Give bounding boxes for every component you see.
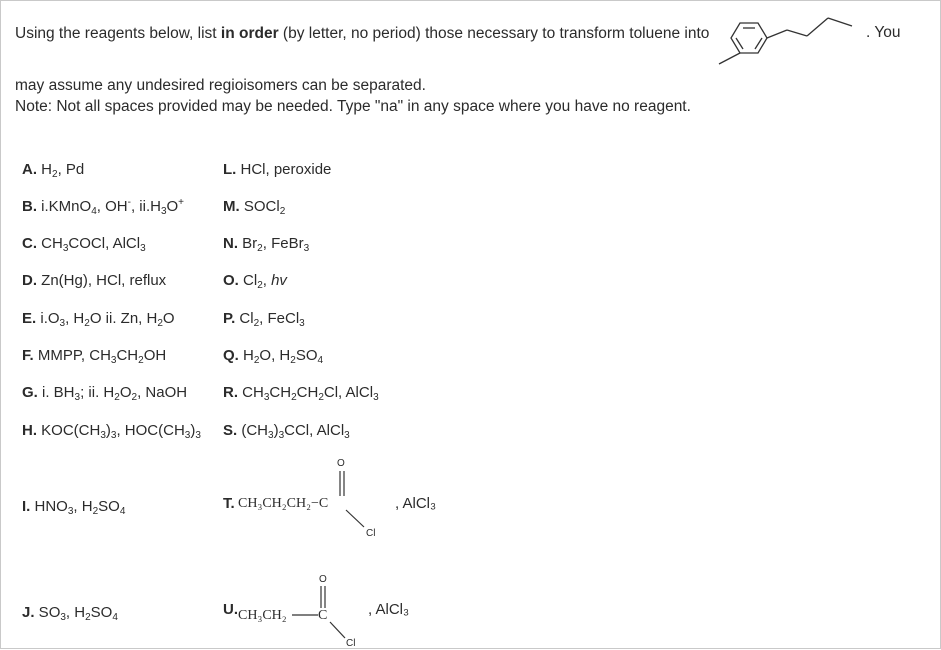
reagent-U-chain: CH₃CH₂: [238, 608, 287, 623]
reagent-letter: G.: [22, 384, 38, 401]
right-reagent-r: [223, 383, 379, 403]
reagent-formula: $CH_3COCl$, AlCl$_3$: [37, 235, 146, 254]
reagent-letter: A.: [22, 161, 37, 178]
reagent-letter: E.: [22, 310, 37, 327]
reagent-letter: Q.: [223, 347, 239, 364]
left-reagent-f: [22, 346, 166, 366]
reagent-formula: $H_2$, Pd: [37, 161, 85, 180]
reagent-letter: J.: [22, 604, 35, 621]
right-reagent-p: [223, 309, 305, 329]
question-line-1: [15, 24, 709, 44]
question-text-end: (by letter, no period) those necessary to transform toluene into: [278, 25, 710, 42]
reagent-U-letter: U.: [223, 601, 238, 618]
question-line-2: may assume any undesired regioisomers can be separated.: [15, 77, 426, 94]
right-reagent-m: [223, 197, 285, 217]
right-reagent-n: [223, 234, 309, 254]
reagent-T-chlorine: Cl: [366, 528, 376, 539]
question-text-start: Using the reagents below, list: [15, 25, 221, 42]
reagent-formula: $Cl_2$, FeCl$_3$: [235, 310, 305, 329]
right-reagent-l: [223, 160, 331, 180]
reagent-U-oxygen: O: [319, 574, 327, 585]
left-reagent-j: [22, 603, 118, 623]
reagent-formula: SOCl$_2$: [239, 198, 286, 217]
right-reagent-q: [223, 346, 323, 366]
reagent-formula: $(CH_3)_3CCl$, AlCl$_3$: [237, 422, 350, 441]
reagent-letter: O.: [223, 272, 239, 289]
reagent-T-chain: CH₃CH₂CH₂−C: [238, 496, 329, 511]
reagent-letter: F.: [22, 347, 34, 364]
left-reagent-b: [22, 197, 184, 217]
reagent-formula: $SO_3$, $H_2SO_4$: [34, 604, 118, 623]
reagent-formula: $Cl_2$, hv: [238, 272, 287, 291]
reagent-letter: M.: [223, 198, 240, 215]
left-reagent-i: [22, 497, 125, 517]
reagent-T-oxygen: O: [337, 458, 345, 469]
reagent-formula: $H_2O$, $H_2SO_4$: [238, 347, 324, 366]
reagent-formula: Zn(Hg), HCl, reflux: [37, 272, 167, 289]
left-reagent-a: [22, 160, 84, 180]
reagent-T-catalyst: , AlCl₃: [395, 495, 437, 512]
left-reagent-c: [22, 234, 146, 254]
reagent-U-chlorine: Cl: [346, 638, 356, 649]
reagent-letter: C.: [22, 235, 37, 252]
reagent-letter: H.: [22, 422, 37, 439]
reagent-letter: B.: [22, 198, 37, 215]
reagent-U-carbon: C: [318, 608, 328, 623]
reagent-formula: $i.O_3$, $H_2O$ ii. Zn, $H_2O$: [36, 310, 175, 329]
reagent-U-carbonyl-structure: [290, 570, 370, 650]
question-line-3: Note: Not all spaces provided may be needed. Type "na" in any space where you have no reagent.: [15, 98, 691, 115]
methyl-bond: [719, 53, 740, 64]
question-text-continued: . You: [866, 24, 901, 41]
reagent-letter: D.: [22, 272, 37, 289]
reagent-formula: $HNO_3$, $H_2SO_4$: [30, 498, 126, 517]
reagent-letter: S.: [223, 422, 238, 439]
left-reagent-d: [22, 271, 166, 291]
reagent-letter: R.: [223, 384, 238, 401]
reagent-formula: $Br_2$, FeBr$_3$: [238, 235, 310, 254]
reagent-formula: i. $BH_3$; ii. $H_2O_2$, NaOH: [37, 384, 188, 403]
reagent-formula: $KOC(CH_3)_3$, $HOC(CH_3)_3$: [37, 422, 201, 441]
left-reagent-g: [22, 383, 187, 403]
reagent-U-catalyst: , AlCl₃: [368, 601, 410, 618]
left-reagent-e: [22, 309, 175, 329]
target-molecule-structure: [712, 10, 862, 70]
reagent-letter: P.: [223, 310, 236, 327]
reagent-T-label: [223, 494, 235, 514]
reagent-formula: $CH_3CH_2CH_2Cl$, AlCl$_3$: [238, 384, 379, 403]
reagent-T-letter: T.: [223, 495, 235, 512]
reagent-U-label: [223, 600, 238, 620]
reagent-letter: I.: [22, 498, 31, 515]
right-reagent-o: [223, 271, 287, 291]
reagent-letter: L.: [223, 161, 237, 178]
right-reagent-s: [223, 421, 350, 441]
reagent-formula: MMPP, $CH_3CH_2OH$: [33, 347, 167, 366]
reagent-letter: N.: [223, 235, 238, 252]
left-reagent-h: [22, 421, 201, 441]
reagent-formula: i.KMnO$_4$, OH-, $ii.H_3O^+$: [37, 197, 185, 217]
reagent-formula: HCl, peroxide: [236, 161, 332, 178]
question-emphasis: in order: [220, 25, 279, 42]
